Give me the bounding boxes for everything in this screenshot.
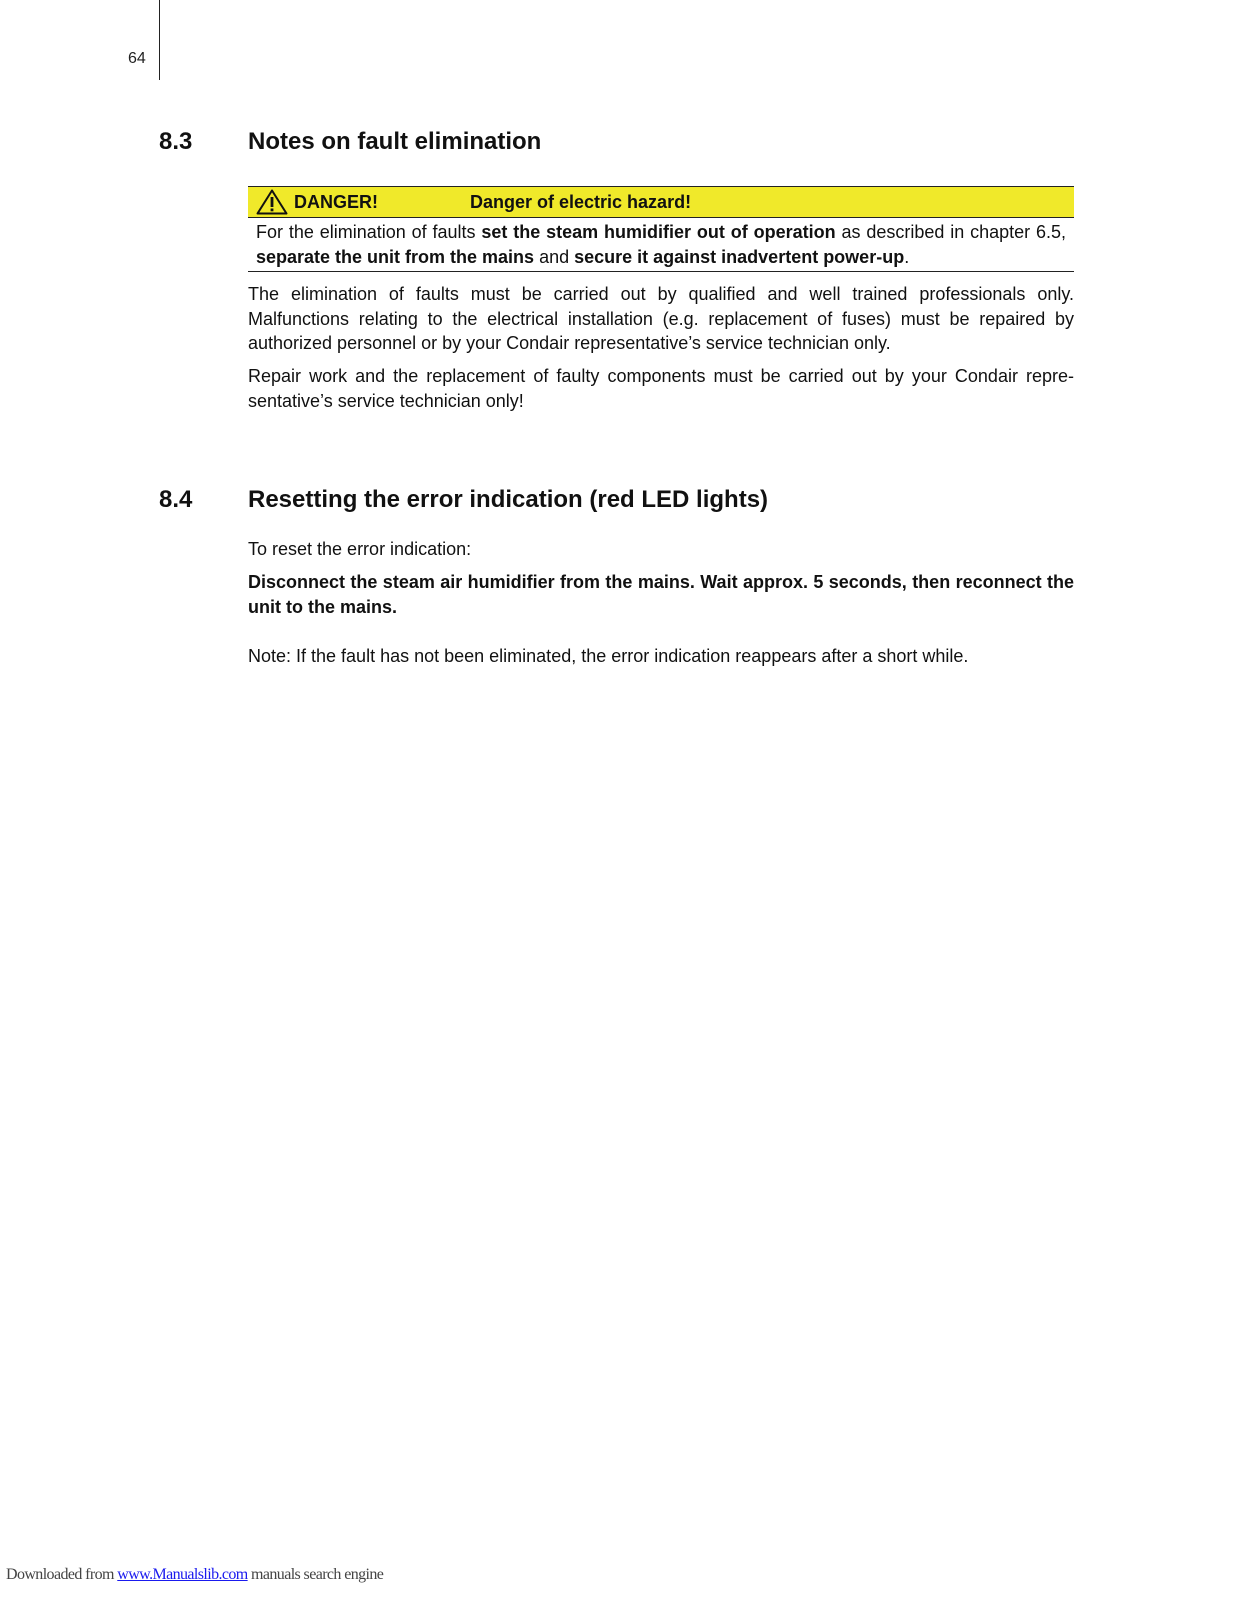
danger-text-4: . (904, 246, 910, 267)
section-8-4-instruction (248, 570, 1074, 619)
paragraph: The elimination of faults must be carried out by qualified and well trained professionals only. Malfunctions relating to the electrical installation (e.g. replacement of fuses) must be repaired by authorized personnel or by your Condair representative’s service technician only. (248, 284, 1074, 353)
page-number: 64 (128, 50, 146, 67)
paragraph: Repair work and the replacement of faulty components must be carried out by your Condair repre-sentative’s service technician only! (248, 366, 1074, 411)
section-number: 8.3 (159, 128, 193, 155)
section-8-4-heading (159, 486, 768, 514)
danger-bold-1: set the steam humidifier out of operation (481, 222, 836, 242)
danger-text-3: and (534, 246, 575, 267)
danger-text-1: For the elimination of faults (256, 222, 482, 242)
danger-bold-3: secure it against inadvertent power-up (574, 246, 905, 267)
section-title: Notes on fault elimination (248, 128, 542, 155)
section-title: Resetting the error indication (red LED lights) (248, 486, 769, 513)
danger-notice (248, 186, 1074, 272)
section-8-4-intro (248, 537, 1074, 562)
section-8-3-paragraph-2 (248, 364, 1074, 413)
danger-body (248, 218, 1074, 272)
section-number: 8.4 (159, 486, 193, 513)
danger-header (248, 186, 1074, 218)
warning-triangle-icon (256, 189, 288, 215)
danger-bold-2: separate the unit from the mains (256, 246, 535, 267)
paragraph: To reset the error indication: (248, 539, 472, 559)
section-8-4-note (248, 644, 1074, 669)
note-text: Note: If the fault has not been eliminated, the error indication reappears after a short while. (248, 646, 969, 666)
section-8-3-heading (159, 128, 541, 156)
danger-title: Danger of electric hazard! (470, 192, 692, 212)
footer-prefix: Downloaded from (6, 1566, 118, 1583)
footer-suffix: manuals search engine (247, 1566, 384, 1583)
margin-rule (159, 0, 160, 80)
danger-label: DANGER! (294, 192, 378, 212)
download-footer (6, 1566, 383, 1584)
section-8-3-paragraph-1 (248, 282, 1074, 356)
danger-text-2: as described in chapter 6.5, (835, 222, 1067, 242)
instruction-text: Disconnect the steam air humidifier from the mains. Wait approx. 5 seconds, then reconnect the unit to the mains. (248, 572, 1074, 617)
manualslib-link[interactable]: www.Manualslib.com (117, 1566, 248, 1583)
